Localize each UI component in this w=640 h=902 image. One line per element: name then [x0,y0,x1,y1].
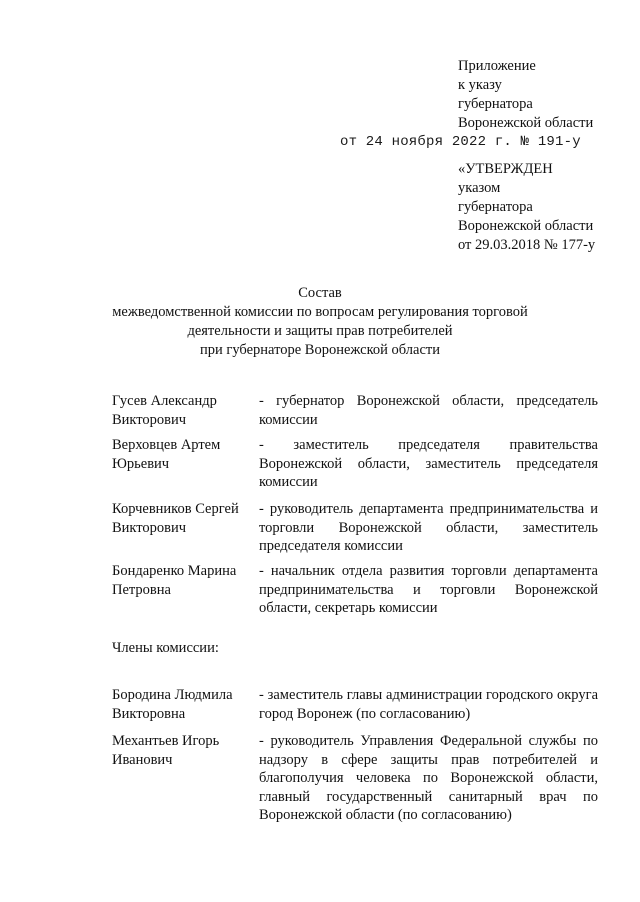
member-name-line: Бородина Людмила [112,687,233,703]
member-role-line: предпринимательства и торговли Воронежской [259,581,598,598]
member-role-line: - начальник отдела развития торговли департамента [259,563,598,579]
member-name-line: Верховцев Артем [112,437,221,453]
member-row [112,392,598,429]
member-role-line: - заместитель председателя правительства [259,437,598,453]
member-role-line: главный государственный санитарный врач по [259,788,598,805]
appendix-line: к указу [458,77,502,93]
member-role [259,500,598,556]
member-role-line: комиссии [259,474,318,490]
title-line: деятельности и защиты прав потребителей [187,323,453,339]
appendix-header [458,57,593,133]
member-role-line: - руководитель департамента предпринимательства [259,501,585,517]
member-name-line: Гусев Александр [112,393,217,409]
member-name [112,562,254,599]
approval-line: указом [458,180,501,196]
approval-line: «УТВЕРЖДЕН [458,161,553,177]
approval-line: губернатора [458,199,533,215]
member-role-line: комиссии [259,411,318,428]
member-role-line: - заместитель главы администрации городского [259,687,554,703]
appendix-line: Воронежской области [458,115,594,131]
decree-date-number: от 24 ноября 2022 г. № 191-у [340,134,581,150]
member-role-line: председателя комиссии [259,538,403,554]
member-role-line: области, секретарь комиссии [259,600,438,616]
title-line: межведомственной комиссии по вопросам регулирования торговой [112,304,528,320]
member-role [259,686,598,723]
member-row [112,562,598,618]
member-role [259,562,598,618]
member-role-line: Воронежской области (по согласованию) [259,807,512,823]
document-title [0,284,640,360]
approval-line: Воронежской области [458,218,594,234]
appendix-line: губернатора [458,96,533,112]
member-name [112,732,254,769]
member-name [112,500,254,537]
title-line: при губернаторе Воронежской области [199,342,441,358]
member-row [112,686,598,723]
member-role-line: и торговли Воронежской области, заместитель [259,501,598,536]
member-name-line: Викторович [112,411,187,428]
member-role-line: - руководитель Управления Федеральной службы [259,733,577,749]
member-name [112,686,254,723]
approval-block [458,160,595,255]
member-name-line: Викторовна [112,705,186,722]
member-name-line: Корчевников Сергей [112,501,239,517]
member-role [259,732,598,825]
member-name-line: Бондаренко Марина [112,563,237,579]
member-name-line: Петровна [112,581,171,598]
members-section-label: Члены комиссии: [112,640,219,656]
member-row [112,436,598,492]
approval-line: от 29.03.2018 № 177-у [458,237,596,253]
title-line: Состав [298,285,342,301]
appendix-line: Приложение [458,58,536,74]
member-role-line: Воронежской области, заместитель председателя [259,455,598,472]
member-role-line: - губернатор Воронежской области, председатель [259,393,598,409]
member-role-line: благополучия человека по Воронежской области, [259,770,598,786]
member-row [112,500,598,556]
member-name-line: Иванович [112,751,173,768]
member-role [259,392,598,429]
member-name [112,392,254,429]
member-name-line: Викторович [112,519,187,536]
member-name-line: Юрьевич [112,455,170,472]
member-row [112,732,598,825]
member-role [259,436,598,492]
member-name-line: Механтьев Игорь [112,733,220,749]
member-role-line: по надзору в сфере защиты прав потребителей и [259,733,599,768]
member-role-line: округа город Воронеж (по согласованию) [259,687,599,722]
member-name [112,436,254,473]
